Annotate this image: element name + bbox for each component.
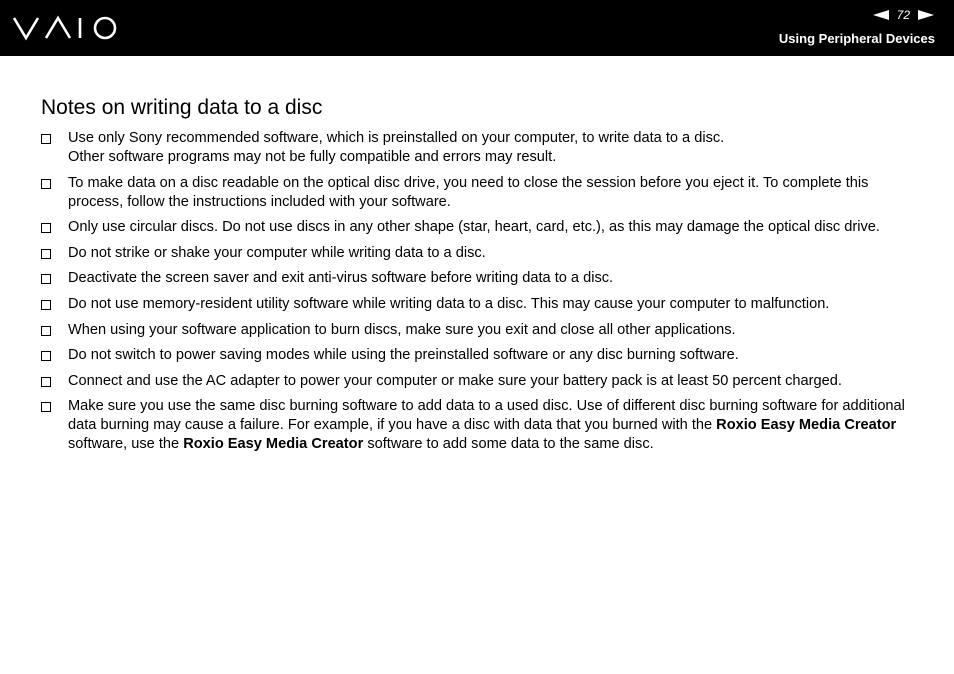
list-item-text: When using your software application to burn discs, make sure you exit and close all other applications. (68, 321, 736, 338)
list-item-text: To make data on a disc readable on the optical disc drive, you need to close the session before you eject it. To complete this process, follow the instructions included with your software. (68, 174, 869, 210)
checkbox-bullet-icon (41, 134, 51, 144)
text-run: software to add some data to the same disc. (363, 436, 654, 453)
list-item-text: Only use circular discs. Do not use discs in any other shape (star, heart, card, etc.), as this may damage the optical disc drive. (68, 219, 880, 236)
page-navigation (873, 8, 934, 22)
list-item (41, 129, 916, 167)
previous-page-arrow-icon[interactable] (873, 10, 889, 20)
text-run: software, use the (68, 436, 184, 453)
main-content (41, 95, 916, 461)
software-name: Roxio Easy Media Creator (183, 436, 364, 453)
list-item-text: Connect and use the AC adapter to power your computer or make sure your battery pack is at least 50 percent charged. (68, 372, 842, 389)
list-item-text: Other software programs may not be fully compatible and errors may result. (68, 149, 557, 165)
list-item (41, 397, 916, 454)
text-run: Make sure you use the same disc burning software to add data to a used disc. Use of different disc burning software for additional data burning may cause a failure. For example, if you have a disc with data that you burned with the (68, 398, 905, 434)
list-item (41, 295, 916, 314)
checkbox-bullet-icon (41, 300, 51, 310)
list-item (41, 372, 916, 391)
checkbox-bullet-icon (41, 402, 51, 412)
vaio-logo (12, 14, 120, 42)
list-item-text: Do not use memory-resident utility software while writing data to a disc. This may cause your computer to malfunction. (68, 295, 830, 312)
page-header (0, 0, 954, 56)
checkbox-bullet-icon (41, 326, 51, 336)
list-item-text: Do not switch to power saving modes while using the preinstalled software or any disc burning software. (68, 347, 739, 364)
list-item-text (68, 398, 905, 452)
checkbox-bullet-icon (41, 377, 51, 387)
section-title: Using Peripheral Devices (778, 31, 935, 46)
list-item (41, 346, 916, 365)
notes-list (41, 129, 916, 454)
list-item (41, 244, 916, 263)
checkbox-bullet-icon (41, 179, 51, 189)
software-name: Roxio Easy Media Creator (716, 417, 897, 434)
list-item (41, 269, 916, 288)
checkbox-bullet-icon (41, 249, 51, 259)
list-item (41, 321, 916, 340)
list-item-text: Do not strike or shake your computer while writing data to a disc. (68, 244, 486, 261)
list-item-text: Deactivate the screen saver and exit anti-virus software before writing data to a disc. (68, 270, 614, 287)
list-item (41, 174, 916, 212)
list-item-text: Use only Sony recommended software, which is preinstalled on your computer, to write data to a disc. (68, 130, 725, 146)
checkbox-bullet-icon (41, 223, 51, 233)
page-title: Notes on writing data to a disc (41, 96, 323, 119)
next-page-arrow-icon[interactable] (918, 10, 934, 20)
list-item (41, 218, 916, 237)
page-number: 72 (896, 8, 910, 22)
checkbox-bullet-icon (41, 274, 51, 284)
checkbox-bullet-icon (41, 351, 51, 361)
